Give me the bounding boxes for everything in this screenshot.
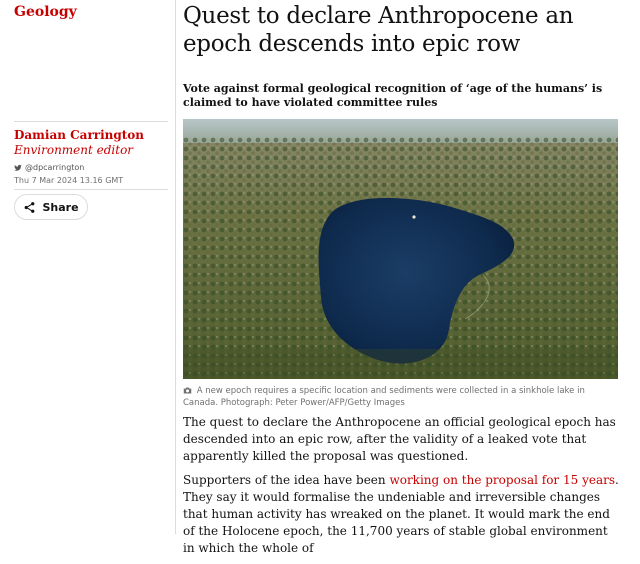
camera-icon <box>183 387 192 394</box>
article-headline: Quest to declare Anthropocene an epoch descends into epic row <box>183 3 574 57</box>
proposal-link[interactable]: working on the proposal for 15 years <box>389 473 615 487</box>
author-role: Environment editor <box>14 143 134 157</box>
article-standfirst: Vote against formal geological recognition of ‘age of the humans’ is claimed to have violated committee rules <box>183 82 603 109</box>
photo-caption <box>183 385 613 409</box>
caption-text: A new epoch requires a specific location and sediments were collected in a sinkhole lake in Canada. Photograph: Peter Power/AFP/Getty Images <box>183 386 585 408</box>
twitter-handle: @dpcarrington <box>25 163 85 172</box>
author-name[interactable]: Damian Carrington <box>14 128 145 142</box>
section-label[interactable]: Geology <box>14 4 77 20</box>
article-sidebar <box>0 0 176 534</box>
twitter-handle-link[interactable] <box>14 163 84 172</box>
body-paragraph <box>183 472 623 557</box>
date-divider <box>14 189 168 190</box>
twitter-bird-icon <box>14 164 22 172</box>
share-label: Share <box>42 200 79 214</box>
share-button[interactable] <box>14 194 88 220</box>
paragraph-text: Supporters of the idea have been <box>183 473 390 487</box>
article-body <box>183 414 623 564</box>
publish-date: Thu 7 Mar 2024 13.16 GMT <box>14 176 124 185</box>
lead-photo-sinkhole-lake[interactable] <box>183 119 618 379</box>
body-paragraph: The quest to declare the Anthropocene an official geological epoch has descended into an epic row, after the validity of a leaked vote that apparently killed the proposal was questioned. <box>183 415 616 463</box>
byline-divider <box>14 121 168 122</box>
share-icon <box>23 201 36 214</box>
paragraph-text: . They say it would formalise the undeniable and irreversible changes that human activity has wreaked on the planet. It would mark the end of the Holocene epoch, the 11,700 years of stable global environment in which the whole of <box>183 473 619 555</box>
